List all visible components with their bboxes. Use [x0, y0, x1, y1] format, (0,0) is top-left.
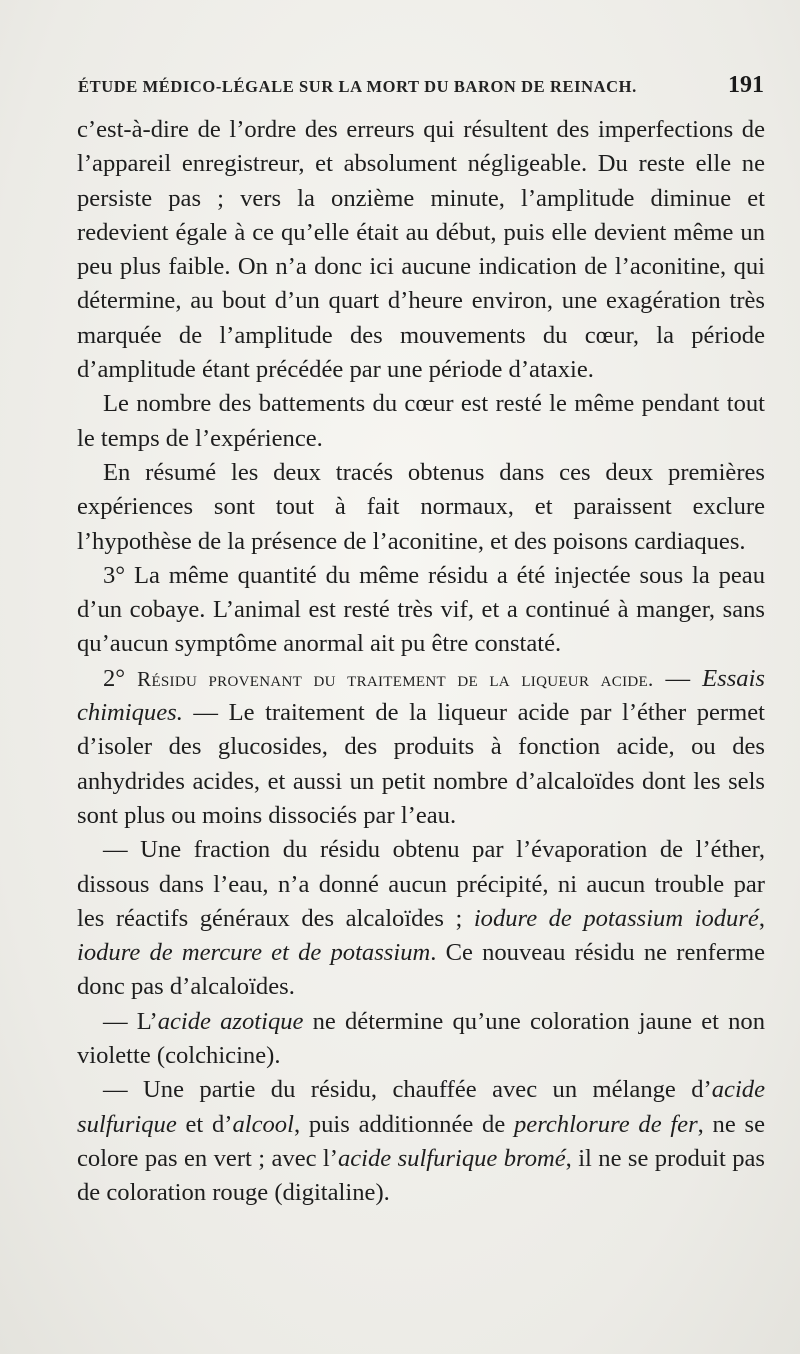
paragraph-8-text-e: , il ne se produit pas de coloration rouge (digitaline).	[77, 1144, 765, 1207]
paragraph-5	[77, 662, 765, 833]
page-number: 191	[728, 72, 764, 98]
reagent-iodure-potassium: iodure de potassium ioduré	[473, 904, 759, 932]
reagent-acide-sulfurique: acide sulfurique	[77, 1076, 765, 1138]
heading-dash: —	[653, 664, 703, 692]
paragraph-1: c’est-à-dire de l’ordre des erreurs qui résultent des imperfections de l’appareil enregistreur, et absolument négligeable. Du reste elle ne persiste pas ; vers la onzième minute, l’amplitude diminue et redevient égale à ce qu’elle était au début, puis elle devient même un peu plus faible. On n’a donc ici aucune indication de l’aconitine, qui détermine, au bout d’un quart d’heure environ, une exagération très marquée de l’amplitude des mouvements du cœur, la période d’amplitude étant précédée par une période d’ataxie.	[77, 116, 765, 384]
paragraph-8	[77, 1073, 765, 1210]
subsection-title: Essais chimiques.	[77, 664, 765, 727]
running-head: ÉTUDE MÉDICO-LÉGALE SUR LA MORT DU BARON DE REINACH.	[78, 77, 637, 96]
paragraph-6-text-b: ,	[758, 904, 765, 932]
paragraph-7-text-b: ne détermine qu’une coloration jaune et non violette (colchicine).	[77, 1007, 766, 1070]
paragraph-7	[77, 1005, 765, 1074]
body-text	[77, 113, 765, 1211]
paragraph-6-text-c: . Ce nouveau résidu ne renferme donc pas d’alcaloïdes.	[77, 939, 765, 1001]
reagent-acide-brome: acide sulfurique bromé	[337, 1144, 566, 1172]
reagent-iodure-mercure: iodure de mercure et de potassium	[77, 939, 431, 967]
paragraph-8-text-b: et d’	[176, 1110, 233, 1138]
paragraph-6	[77, 833, 765, 1004]
reagent-perchlorure: perchlorure de fer	[514, 1110, 698, 1138]
paragraph-6-text-a: — Une fraction du résidu obtenu par l’évaporation de l’éther, dissous dans l’eau, n’a donné aucun précipité, ni aucun trouble par les réactifs généraux des alcaloïdes ;	[77, 836, 765, 932]
paragraph-8-text-a: — Une partie du résidu, chauffée avec un mélange d’	[103, 1076, 712, 1104]
section-heading: Résidu provenant du traitement de la liqueur acide.	[137, 666, 654, 691]
paragraph-8-text-c: , puis additionnée de	[293, 1110, 514, 1138]
paragraph-2: Le nombre des battements du cœur est resté le même pendant tout le temps de l’expérience.	[77, 390, 765, 452]
page-header	[78, 72, 764, 99]
reagent-acide-azotique: acide azotique	[157, 1007, 304, 1035]
section-number: 2°	[103, 664, 138, 692]
paragraph-7-text-a: — L’	[103, 1007, 158, 1035]
paragraph-8-text-d: , ne se colore pas en vert ; avec l’	[77, 1110, 765, 1172]
paragraph-3: En résumé les deux tracés obtenus dans ces deux premières expériences sont tout à fait normaux, et paraissent exclure l’hypothèse de la présence de l’aconitine, et des poisons cardiaques.	[77, 458, 765, 555]
paragraph-5-text: — Le traitement de la liqueur acide par l’éther permet d’isoler des glucosides, des produits à fonction acide, ou des anhydrides acides, et aussi un petit nombre d’alcaloïdes dont les sels sont plus ou moins dissociés par l’eau.	[77, 699, 765, 829]
paragraph-4: 3° La même quantité du même résidu a été injectée sous la peau d’un cobaye. L’animal est resté très vif, et a continué à manger, sans qu’aucun symptôme anormal ait pu être constaté.	[77, 561, 765, 658]
reagent-alcool: alcool	[232, 1110, 294, 1138]
